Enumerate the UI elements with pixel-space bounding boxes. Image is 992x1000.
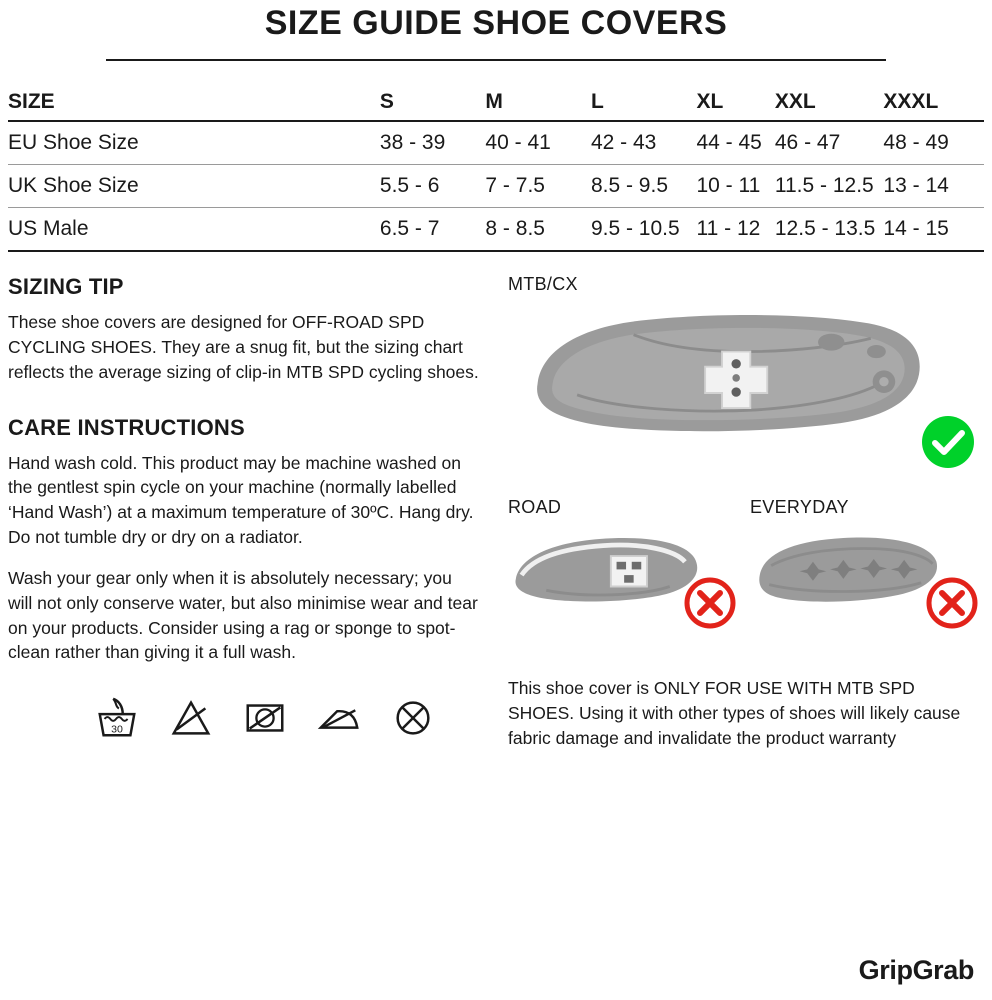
other-shoes-row — [508, 497, 984, 620]
eu-xl: 44 - 45 — [696, 121, 774, 165]
do-not-bleach-icon — [168, 695, 214, 741]
road-shoe-block — [508, 497, 718, 620]
eu-xxl: 46 - 47 — [775, 121, 884, 165]
table-row — [8, 121, 984, 165]
care-icon-row — [8, 695, 480, 741]
road-cross-icon — [684, 577, 736, 634]
title-divider — [106, 59, 886, 61]
everyday-shoe-block — [750, 497, 960, 620]
right-column — [508, 274, 984, 751]
eu-xxxl: 48 - 49 — [883, 121, 984, 165]
svg-text:30: 30 — [111, 723, 123, 736]
left-column — [8, 274, 508, 751]
shoe-compatibility-note: This shoe cover is ONLY FOR USE WITH MTB SPD SHOES. Using it with other types of shoes will likely cause fabric damage and invalidate the product warranty — [508, 678, 961, 748]
mtb-shoe-image — [508, 297, 984, 457]
content-columns — [8, 274, 984, 751]
us-xl: 11 - 12 — [696, 208, 774, 252]
header-l: L — [591, 83, 697, 121]
eu-m: 40 - 41 — [485, 121, 591, 165]
size-table-head — [8, 83, 984, 121]
mtb-check-icon — [920, 414, 976, 475]
uk-xxxl: 13 - 14 — [883, 165, 984, 208]
uk-l: 8.5 - 9.5 — [591, 165, 697, 208]
us-xxxl: 14 - 15 — [883, 208, 984, 252]
do-not-tumble-dry-icon — [242, 695, 288, 741]
us-s: 6.5 - 7 — [380, 208, 486, 252]
care-paragraph-1: Hand wash cold. This product may be machine washed on the gentlest spin cycle on your machine (normally labelled ‘Hand Wash’) at a maximum temperature of 30ºC. Hang dry. Do not tumble dry or dry on a radiator. — [8, 452, 474, 548]
header-xxxl: XXXL — [883, 83, 984, 121]
uk-s: 5.5 - 6 — [380, 165, 486, 208]
mtb-shoe-block — [508, 274, 984, 457]
everyday-shoe-label: EVERYDAY — [750, 497, 849, 517]
row-label-eu: EU Shoe Size — [8, 121, 380, 165]
us-m: 8 - 8.5 — [485, 208, 591, 252]
header-xxl: XXL — [775, 83, 884, 121]
sizing-tip-text: These shoe covers are designed for OFF-ROAD SPD CYCLING SHOES. They are a snug fit, but the sizing chart reflects the average sizing of clip-in MTB SPD cycling shoes. — [8, 312, 479, 382]
header-m: M — [485, 83, 591, 121]
care-instructions-heading: CARE INSTRUCTIONS — [8, 414, 245, 440]
header-xl: XL — [696, 83, 774, 121]
page-title: SIZE GUIDE SHOE COVERS — [264, 4, 728, 42]
row-label-us: US Male — [8, 208, 380, 252]
eu-l: 42 - 43 — [591, 121, 697, 165]
mtb-shoe-label: MTB/CX — [508, 274, 578, 294]
table-header-row — [8, 83, 984, 121]
do-not-dry-clean-icon — [390, 695, 436, 741]
table-row — [8, 208, 984, 252]
size-table-body — [8, 121, 984, 251]
do-not-iron-icon — [316, 695, 362, 741]
size-table — [8, 83, 984, 252]
brand-logo: GripGrab — [858, 955, 974, 985]
uk-xxl: 11.5 - 12.5 — [775, 165, 884, 208]
us-l: 9.5 - 10.5 — [591, 208, 697, 252]
header-size: SIZE — [8, 83, 380, 121]
uk-xl: 10 - 11 — [696, 165, 774, 208]
eu-s: 38 - 39 — [380, 121, 486, 165]
road-shoe-label: ROAD — [508, 497, 562, 517]
everyday-cross-icon — [926, 577, 978, 634]
title-block — [8, 0, 984, 61]
header-s: S — [380, 83, 486, 121]
table-row — [8, 165, 984, 208]
us-xxl: 12.5 - 13.5 — [775, 208, 884, 252]
hand-wash-30-icon — [94, 695, 140, 741]
row-label-uk: UK Shoe Size — [8, 165, 380, 208]
uk-m: 7 - 7.5 — [485, 165, 591, 208]
care-paragraph-2: Wash your gear only when it is absolutely necessary; you will not only conserve water, but also minimise wear and tear on your products. Consider using a rag or sponge to spot-clean rather than giving it a full wash. — [8, 567, 478, 663]
sizing-tip-heading: SIZING TIP — [8, 274, 124, 299]
